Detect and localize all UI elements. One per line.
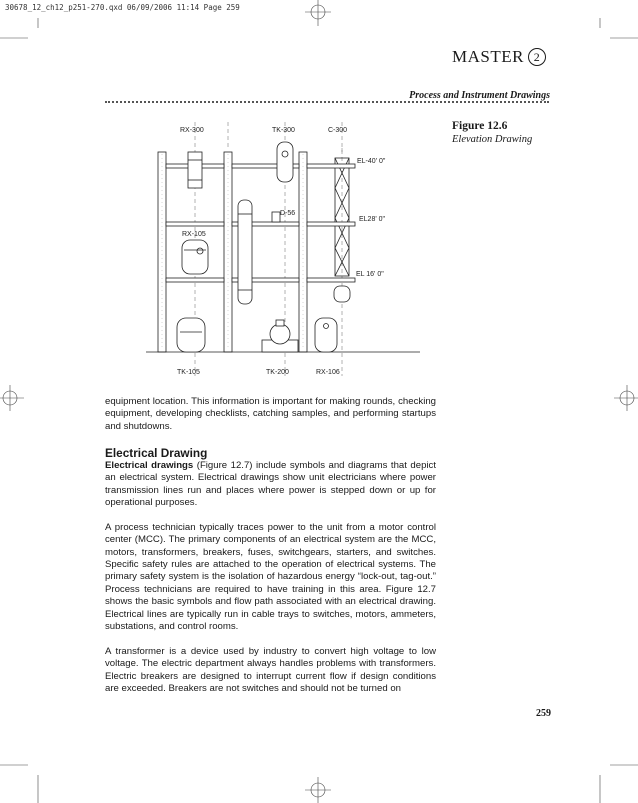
section-heading: Electrical Drawing — [105, 445, 208, 460]
paragraph-2-text: (Figure 12.7) include symbols and diagrams that depict an electrical system. Electrical drawings show unit electricians where power transmission lines run and places where power is stepped down or up for operational purposes. — [105, 459, 436, 508]
elevation-drawing — [140, 118, 440, 380]
paragraph-2 — [105, 460, 436, 510]
c300-receiver — [334, 286, 350, 302]
dotted-rule — [105, 101, 549, 103]
label-d56: D-56 — [280, 210, 296, 217]
registration-mark-left — [0, 385, 24, 411]
rx300-vessel — [188, 152, 202, 188]
rx105-vessel — [182, 240, 208, 274]
registration-mark-right — [614, 385, 638, 411]
paragraph-3: A process technician typically traces power to the unit from a motor control center (MCC). The primary components of an electrical system are the MCC, motors, transformers, breakers, fuses, switchgears, starters, and switches. Specific safety rules are attached to the operation of electrical systems. The primary safety system is the isolation of hazardous energy “lock-out, tag-out.” Process technicians are required to have training in this area. Figure 12.7 shows the basic symbols and flow path associated with an electrical drawing. Electrical lines are typically run in cable trays to switches, motors, ammeters, substations, and control rooms. — [105, 521, 436, 633]
body-text — [105, 396, 436, 708]
label-rx106: RX-106 — [316, 369, 340, 376]
master-number-badge: 2 — [528, 48, 546, 66]
label-rx105: RX-105 — [182, 231, 206, 238]
master-label: MASTER — [452, 47, 524, 66]
tk105-vessel — [177, 318, 205, 352]
print-slug: 30678_12_ch12_p251-270.qxd 06/09/2006 11:14 Page 259 — [5, 3, 240, 12]
figure-caption: Elevation Drawing — [452, 134, 533, 145]
figure-number: Figure 12.6 — [452, 120, 508, 132]
label-el40: EL-40' 0" — [357, 158, 386, 165]
paragraph-4: A transformer is a device used by industry to convert high voltage to low voltage. The electric department always handles problems with transformers. Electric breakers are designed to interrupt current flow if design conditions are exceeded. Breakers are not switches and should not be turned on — [105, 646, 436, 695]
d56-vessel — [238, 200, 280, 304]
label-el28: EL28' 0" — [359, 216, 386, 223]
page-number: 259 — [536, 708, 551, 719]
paragraph-1: equipment location. This information is important for making rounds, checking equipment, developing checklists, catching samples, and performing startups and shutdowns. — [105, 396, 436, 432]
label-el16: EL 16' 0" — [356, 271, 384, 278]
section-title: Process and Instrument Drawings — [409, 90, 550, 101]
rx106-vessel — [315, 318, 337, 352]
master-header — [452, 47, 546, 67]
tk200-vessel — [262, 320, 298, 352]
label-rx300: RX-300 — [180, 127, 204, 134]
label-c300: C-300 — [328, 127, 348, 134]
label-tk200: TK-200 — [266, 369, 289, 376]
registration-mark-bottom — [305, 777, 331, 803]
tk300-vessel — [277, 142, 293, 182]
label-tk105: TK-105 — [177, 369, 200, 376]
registration-mark-top — [305, 0, 331, 26]
term-electrical-drawings: Electrical drawings — [105, 459, 194, 471]
label-tk300: TK-300 — [272, 127, 295, 134]
